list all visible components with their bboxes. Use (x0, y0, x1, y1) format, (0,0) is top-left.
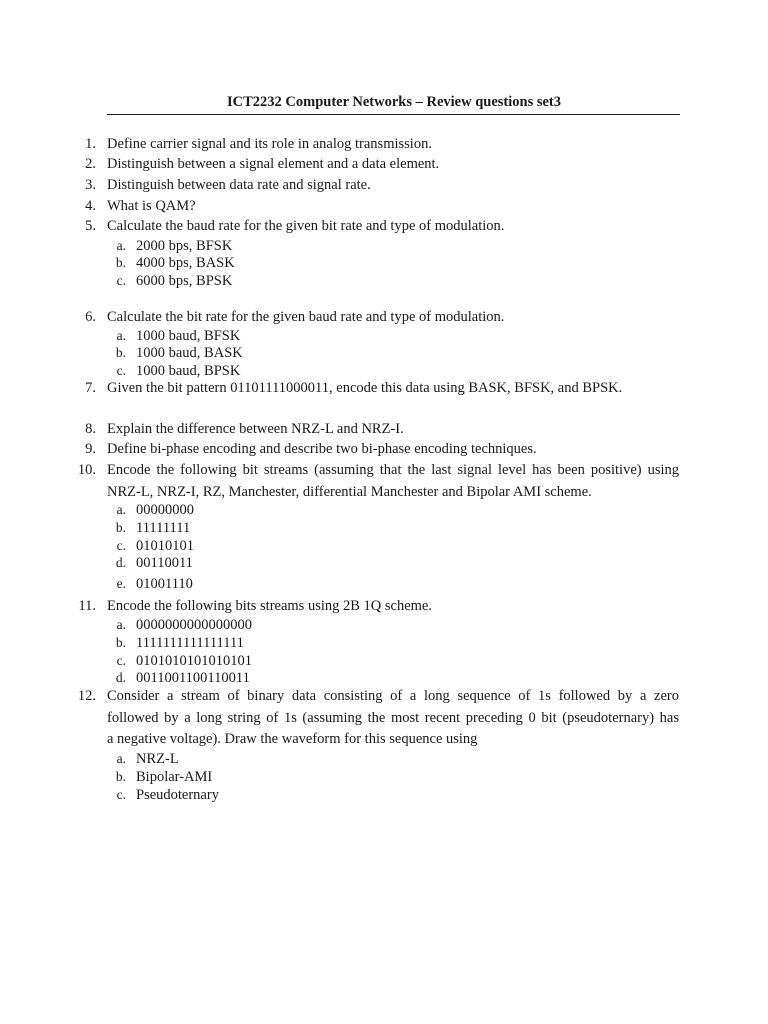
question-number: 8. (85, 421, 96, 437)
question-number: 4. (85, 198, 96, 214)
question-number: 5. (85, 218, 96, 234)
question-text: What is QAM? (107, 198, 196, 214)
question-text-continued: followed by a long string of 1s (assuming the most recent preceding 0 bit (pseudoternary) has (107, 710, 679, 726)
sub-item-text: 00000000 (136, 502, 194, 518)
question-number: 12. (77, 688, 96, 704)
question-number: 10. (77, 462, 96, 478)
sub-item-letter: c. (116, 273, 126, 288)
question-number: 2. (85, 156, 96, 172)
question-text: Encode the following bit streams (assuming that the last signal level has been positive) using (107, 462, 679, 478)
sub-item-text: 0000000000000000 (136, 617, 252, 633)
question-text: Explain the difference between NRZ-L and NRZ-I. (107, 421, 404, 437)
page-title: ICT2232 Computer Networks – Review questions set3 (226, 94, 562, 110)
question-text: Define bi-phase encoding and describe two bi-phase encoding techniques. (107, 441, 537, 457)
sub-item-letter: d. (115, 670, 126, 685)
sub-item-text: 0101010101010101 (136, 653, 252, 669)
sub-item-letter: b. (115, 635, 126, 650)
question-text: Define carrier signal and its role in analog transmission. (107, 136, 432, 152)
sub-item-text: 11111111 (136, 520, 191, 536)
question-text: Encode the following bits streams using 2B 1Q scheme. (107, 598, 432, 614)
question-text: Distinguish between data rate and signal rate. (107, 177, 371, 193)
sub-item-letter: e. (116, 576, 126, 591)
sub-item-text: Pseudoternary (136, 787, 219, 803)
question-text-continued: NRZ-L, NRZ-I, RZ, Manchester, differential Manchester and Bipolar AMI scheme. (107, 484, 592, 500)
question-number: 3. (85, 177, 96, 193)
question-text: Given the bit pattern 01101111000011, encode this data using BASK, BFSK, and BPSK. (107, 380, 623, 396)
sub-item-text: NRZ-L (136, 751, 179, 767)
sub-item-text: Bipolar-AMI (136, 769, 213, 785)
question-number: 9. (85, 441, 96, 457)
sub-item-text: 2000 bps, BFSK (136, 238, 233, 254)
question-number: 6. (85, 309, 96, 325)
sub-item-text: 1111111111111111 (136, 635, 244, 651)
sub-item-text: 4000 bps, BASK (136, 255, 235, 271)
question-text-continued: a negative voltage). Draw the waveform for this sequence using (107, 731, 478, 747)
sub-item-text: 0011001100110011 (136, 670, 250, 686)
sub-item-letter: a. (116, 751, 126, 766)
question-number: 1. (85, 136, 96, 152)
sub-item-letter: b. (115, 520, 126, 535)
sub-item-letter: a. (116, 502, 126, 517)
question-number: 11. (78, 598, 96, 614)
sub-item-text: 1000 baud, BASK (136, 345, 243, 361)
question-text: Calculate the baud rate for the given bit rate and type of modulation. (107, 218, 505, 234)
question-text: Calculate the bit rate for the given baud rate and type of modulation. (107, 309, 505, 325)
sub-item-letter: c. (116, 787, 126, 802)
question-text: Consider a stream of binary data consisting of a long sequence of 1s followed by a zero (107, 688, 679, 704)
sub-item-letter: b. (115, 769, 126, 784)
sub-item-letter: a. (116, 328, 126, 343)
sub-item-text: 6000 bps, BPSK (136, 273, 233, 289)
sub-item-letter: b. (115, 255, 126, 270)
sub-item-letter: c. (116, 363, 126, 378)
sub-item-text: 1000 baud, BPSK (136, 363, 241, 379)
sub-item-letter: d. (115, 555, 126, 570)
title-underline (107, 114, 680, 115)
question-text: Distinguish between a signal element and a data element. (107, 156, 440, 172)
sub-item-letter: c. (116, 653, 126, 668)
sub-item-letter: a. (116, 617, 126, 632)
sub-item-text: 01010101 (136, 538, 194, 554)
sub-item-letter: a. (116, 238, 126, 253)
sub-item-text: 00110011 (136, 555, 193, 571)
question-number: 7. (85, 380, 96, 396)
sub-item-letter: b. (115, 345, 126, 360)
sub-item-text: 1000 baud, BFSK (136, 328, 241, 344)
sub-item-letter: c. (116, 538, 126, 553)
sub-item-text: 01001110 (136, 576, 193, 592)
